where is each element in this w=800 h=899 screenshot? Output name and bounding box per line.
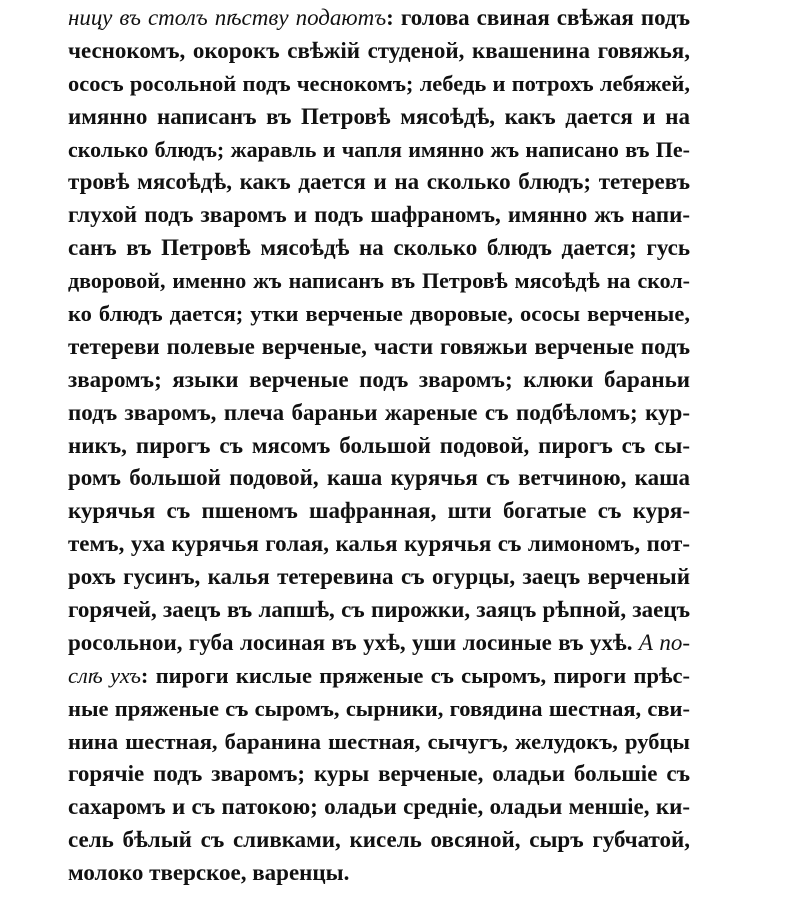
text-line bbox=[68, 265, 690, 298]
text-line bbox=[68, 726, 690, 759]
text-line bbox=[68, 758, 690, 791]
text-segment: сколько блюдъ; жаравль и чапля имянно жъ написано въ Пе- bbox=[68, 136, 690, 162]
text-line bbox=[68, 693, 690, 726]
text-segment: тровѣ мясоѣдѣ, какъ дается и на сколько блюдъ; тетеревъ bbox=[68, 169, 690, 195]
text-segment: дворовой, именно жъ написанъ въ Петровѣ мясоѣдѣ на скол- bbox=[68, 268, 690, 294]
text-segment: ные пряженые съ сыромъ, сырники, говядина шестная, сви- bbox=[68, 695, 690, 721]
text-segment: ромъ большой подовой, каша курячья съ ветчиною, каша bbox=[68, 465, 690, 491]
italic-text-segment: слѣ ухъ bbox=[68, 662, 141, 688]
text-line bbox=[68, 594, 690, 627]
text-segment: росольнои, губа лосиная въ ухѣ, уши лосиные въ ухѣ. bbox=[68, 629, 639, 655]
text-segment: никъ, пирогъ съ мясомъ большой подовой, пирогъ съ сы- bbox=[68, 432, 690, 458]
text-line bbox=[68, 2, 690, 35]
text-segment: нина шестная, баранина шестная, сычугъ, желудокъ, рубцы bbox=[68, 728, 690, 754]
text-line bbox=[68, 824, 690, 857]
text-line bbox=[68, 199, 690, 232]
text-line bbox=[68, 430, 690, 463]
text-line bbox=[68, 462, 690, 495]
text-line bbox=[68, 35, 690, 68]
text-line bbox=[68, 561, 690, 594]
text-segment: горячей, заецъ въ лапшѣ, съ пирожки, заяцъ рѣпной, заецъ bbox=[68, 597, 690, 623]
italic-text-segment: ницу въ столъ пѣству подаютъ bbox=[68, 5, 387, 30]
text-line bbox=[68, 232, 690, 265]
text-segment: : голова свиная свѣжая подъ bbox=[386, 5, 690, 30]
text-line bbox=[68, 364, 690, 397]
text-line bbox=[68, 101, 690, 134]
text-line bbox=[68, 660, 690, 693]
text-segment: ососъ росольной подъ чеснокомъ; лебедь и потрохъ лебяжей, bbox=[68, 70, 690, 96]
italic-text-segment: А по- bbox=[638, 629, 690, 655]
text-line bbox=[68, 627, 690, 660]
document-page bbox=[68, 2, 690, 890]
text-line bbox=[68, 68, 690, 101]
text-segment: глухой подъ зваромъ и подъ шафраномъ, имянно жъ напи- bbox=[68, 202, 690, 228]
text-line bbox=[68, 791, 690, 824]
text-line bbox=[68, 857, 690, 890]
text-segment: молоко тверское, варенцы. bbox=[68, 860, 350, 886]
text-line bbox=[68, 298, 690, 331]
text-segment: ко блюдъ дается; утки верченые дворовые, ососы верченые, bbox=[68, 301, 690, 327]
text-line bbox=[68, 134, 690, 167]
text-line bbox=[68, 331, 690, 364]
text-segment: : пироги кислые пряженые съ сыромъ, пироги прѣс- bbox=[140, 662, 690, 688]
text-line bbox=[68, 495, 690, 528]
text-segment: сахаромъ и съ патокою; оладьи средніе, оладьи меншіе, ки- bbox=[68, 794, 690, 820]
text-segment: санъ въ Петровѣ мясоѣдѣ на сколько блюдъ дается; гусь bbox=[68, 235, 690, 261]
text-segment: подъ зваромъ, плеча бараньи жареные съ подбѣломъ; кур- bbox=[68, 399, 690, 425]
text-segment: сель бѣлый съ сливками, кисель овсяной, сыръ губчатой, bbox=[68, 827, 690, 853]
text-segment: чеснокомъ, окорокъ свѣжій студеной, квашенина говяжья, bbox=[68, 37, 690, 63]
text-line bbox=[68, 528, 690, 561]
text-segment: курячья съ пшеномъ шафранная, шти богатые съ куря- bbox=[68, 498, 690, 524]
text-line bbox=[68, 166, 690, 199]
text-line bbox=[68, 397, 690, 430]
text-segment: рохъ гусинъ, калья тетеревина съ огурцы, заецъ верченый bbox=[68, 564, 690, 590]
text-segment: темъ, уха курячья голая, калья курячья съ лимономъ, пот- bbox=[68, 531, 690, 557]
text-segment: имянно написанъ въ Петровѣ мясоѣдѣ, какъ дается и на bbox=[68, 103, 690, 129]
text-segment: горячіе подъ зваромъ; куры верченые, оладьи большіе съ bbox=[68, 761, 690, 787]
text-segment: тетереви полевые верченые, части говяжьи верченые подъ bbox=[68, 333, 690, 359]
text-segment: зваромъ; языки верченые подъ зваромъ; клюки бараньи bbox=[68, 366, 690, 392]
